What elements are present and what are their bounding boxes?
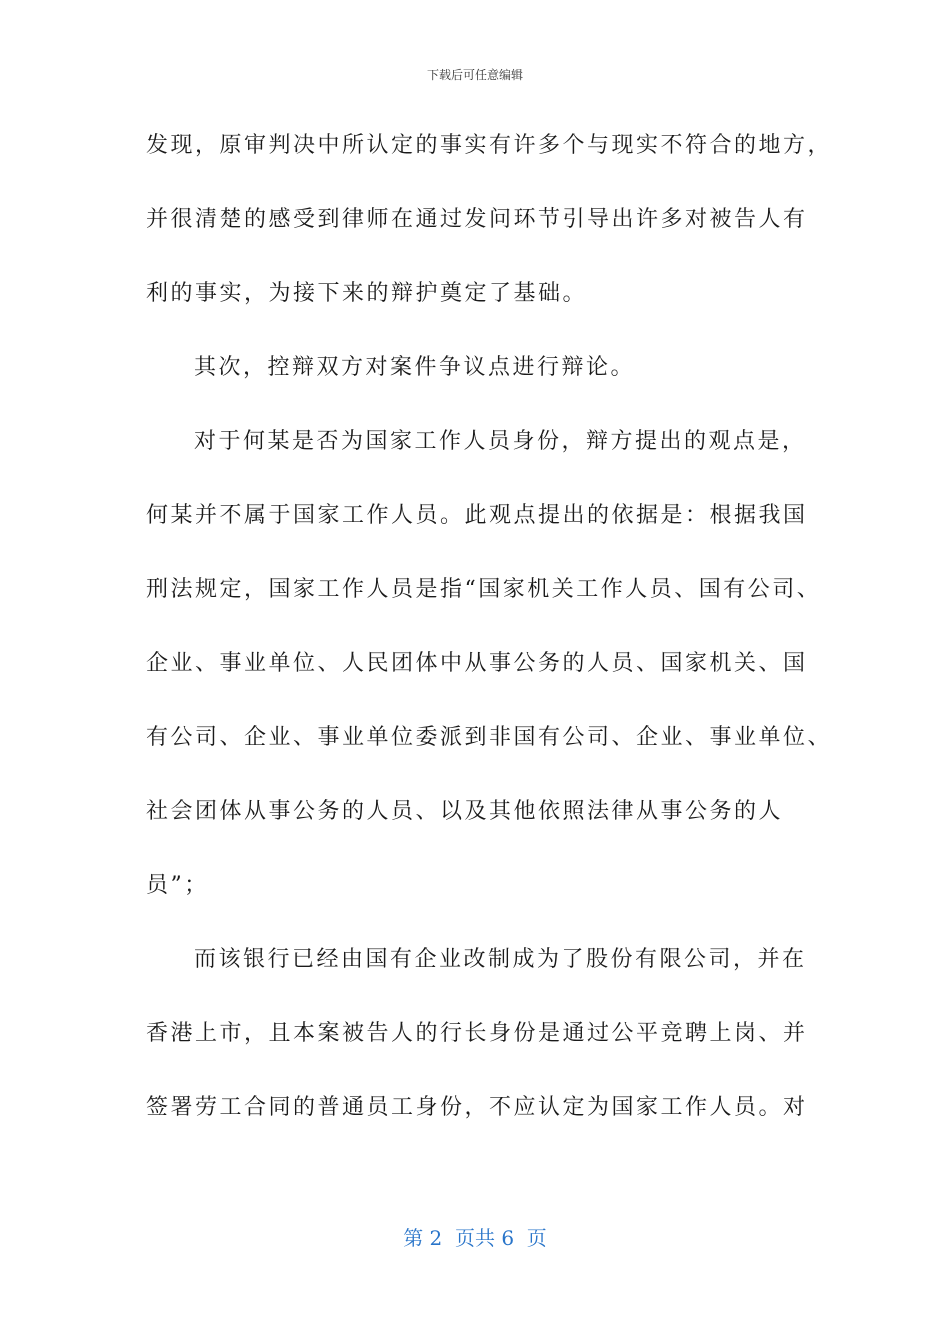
text-line: 员”； bbox=[146, 873, 209, 898]
paragraph-start-line: 而该银行已经由国有企业改制成为了股份有限公司，并在 bbox=[194, 947, 807, 972]
text-line: 有公司、企业、事业单位委派到非国有公司、企业、事业单位、 bbox=[146, 725, 833, 750]
page-header: 下载后可任意编辑 bbox=[426, 68, 523, 82]
paragraph-start-line: 其次，控辩双方对案件争议点进行辩论。 bbox=[194, 355, 636, 380]
text-line: 企业、事业单位、人民团体中从事公务的人员、国家机关、国 bbox=[146, 651, 808, 676]
text-line: 香港上市，且本案被告人的行长身份是通过公平竞聘上岗、并 bbox=[146, 1021, 808, 1046]
page-number-footer: 第 2 页共 6 页 bbox=[403, 1226, 547, 1250]
paragraph-start-line: 对于何某是否为国家工作人员身份，辩方提出的观点是， bbox=[194, 429, 807, 454]
text-line: 刑法规定，国家工作人员是指“国家机关工作人员、国有公司、 bbox=[146, 577, 822, 602]
text-line: 利的事实，为接下来的辩护奠定了基础。 bbox=[146, 281, 588, 306]
text-line: 签署劳工合同的普通员工身份，不应认定为国家工作人员。对 bbox=[146, 1095, 808, 1120]
text-line: 并很清楚的感受到律师在通过发问环节引导出许多对被告人有 bbox=[146, 207, 808, 232]
text-line: 社会团体从事公务的人员、以及其他依照法律从事公务的人 bbox=[146, 799, 784, 824]
document-body bbox=[146, 121, 833, 1157]
text-line: 发现，原审判决中所认定的事实有许多个与现实不符合的地方， bbox=[146, 133, 833, 158]
text-line: 何某并不属于国家工作人员。此观点提出的依据是：根据我国 bbox=[146, 503, 808, 528]
